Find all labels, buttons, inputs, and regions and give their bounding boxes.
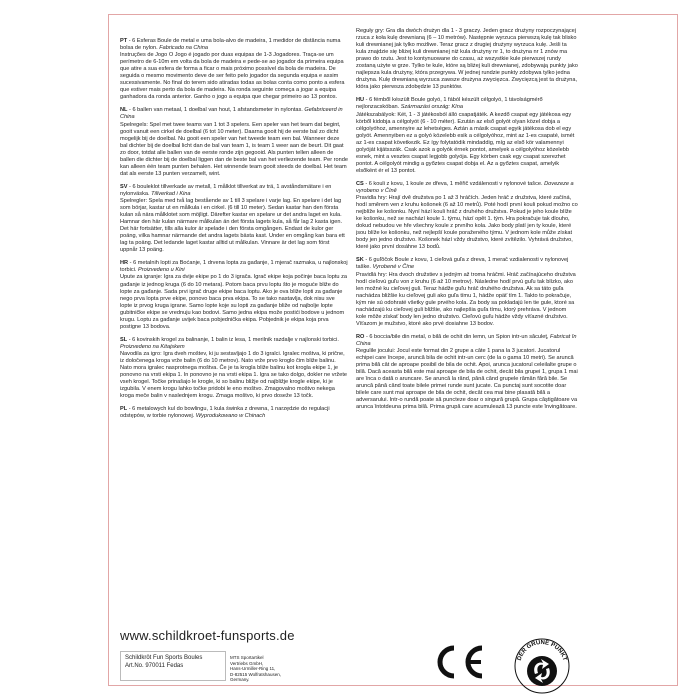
language-code: SV (120, 183, 128, 190)
contents-text: - 6 Esferas Boule de metal e uma bola-alvo de madeira, 1 medidor de distância numa bolsa de nylon. (120, 38, 341, 52)
address-line: D-82515 Wolfratshausen, (230, 671, 281, 677)
contents-text: - 6 kouli z kovu, 1 koule ze dřeva, 1 měřič vzdálenosti v nylonové tašce. (363, 180, 545, 187)
section-heading (356, 97, 578, 111)
contents-text: - 6 bouleklot tillverkade av metall, 1 målklot tillverkat av trä, 1 avståndsmätare i en nylonväska. (120, 183, 332, 197)
contents-text: - 6 fémből készült Boule golyó, 1 fából készült célgolyó, 1 távolságmérő nejlonzacskóban. (356, 97, 543, 111)
address-line: Hans-Urmiller-Ring 11, (230, 666, 276, 672)
origin-text: Vyrobené v Číne (372, 264, 415, 271)
origin-text: Származási ország: Kína (400, 104, 463, 111)
address-line: Germany. (230, 677, 250, 683)
instruction-section (356, 181, 578, 251)
ce-mark-icon (432, 642, 488, 682)
origin-text: Proizvedeno u Kini (138, 267, 185, 274)
rules-text: Pravidlá hry: Hra dvoch družstiev s jedným až troma hráčmi. Hráč začínajúceho družstva hodí cieľovú guľu von z kruhu (6 až 10 metrov). Následne hodí prvú guľu tak blízko, ako len možné ku cieľovej guli. Teraz hádže guľu hráč druhého družstva. Ak sa táto guľa nachádza bližšie ku cieľovej guli ako guľa tímu 1, hádže opäť tím 1. Takto to pokračuje, kým nie sú odohraté všetky gule prvého kola. Za body sa pokladajú len tie gule, ktoré sa nachádzajú ku cieľovej guli bližšie, ako najlepšia guľa tímu, ktorý prehráva. V jednom kole môže získať body len jedno družstvo. Cieľovú guľu hádže vždy víťazné družstvo. Víťazom je mužstvo, ktoré ako prvé dosiahne 13 bodov. (356, 271, 576, 327)
rules-text: Regulile jocului: Jocul este format din 2 grupe a câte 1 pana la 3 jucatori. Jucatorul echipei care începe, aruncă bila de ochit intr-un cerc (de la o gama 10 metri). Se aruncă prima bilă cât de aproape posibil de bila de ochit. Apoi, arunca jucatorul celeilalte grupe o bilă. Dacă aceasta bilă este mai aproape de bila de ochit, decât bila grupei 1, grupa 1 mai are înca o dată o aruncare. Se aruncă la rând, până când grupele rămân fără bile. Se aruncă până când toate bilele primei runde sunt jucate. Ca punctaj sunt socotite doar bilele care sunt mai aproape de bila de ochit, decât cea mai bine plasată bilă a adversarului. Intr-o rundă poate să puncteze doar o singură grupă. Grupa câştigătoare va arunca întotdeuna prima bilă. Prima grupă care acumulează 13 puncte este învingătoare. (356, 347, 578, 411)
language-code: SK (356, 257, 364, 264)
language-code: RO (356, 333, 365, 340)
right-column (356, 28, 578, 584)
section-heading (356, 334, 578, 348)
green-dot-icon (512, 636, 572, 696)
instruction-section (356, 257, 578, 327)
section-heading (120, 38, 348, 52)
product-label-box (120, 651, 226, 681)
language-code: NL (120, 107, 128, 114)
language-code: SL (120, 336, 128, 343)
contents-text: - 6 ballen van metaal, 1 doelbal van hout, 1 afstandsmeter in nylontas. (127, 107, 305, 114)
instruction-section (120, 337, 348, 400)
rules-text: Spelregler: Spela med två lag bestående av 1 till 3 spelare i varje lag. En spelare i det lag som börjar, kastar ut en målkula i en cirkel. (6 till 10 meter). Sedan kastar han den första kulan så nära målklotet som möjligt. Därefter kastar en spelare ur det andra laget en kula. Hamnar den här kulan närmare målkulan än det första lagets kula, så får lag 2 kasta igen. Det här fortsätter, tills alla kulor är spelade i den första omgången. Endast de kulor ger poäng, vilka hamnar närmande det andra lagets bästa kast. Under en omgång kan bara ett lag ta poäng. Det ledande laget kastar alltid ut målkulan. Vinnare är det lag som först uppnår 13 poäng. (120, 197, 345, 254)
rules-text: Reguły gry: Gra dla dwóch drużyn dla 1 - 3 graczy. Jeden gracz drużyny rozpoczynającej rzuca z koła kulę drewnianą (6 – 10 metrów). Następnie wyrzuca pierwszą kulę tak blisko kuli drewnianej jak tylko możliwe. Teraz gracz z drugiej drużyny wyrzuca kulę. Jeśli ta kula znajdzie się bliżej kuli drewnianej niż kula drużyny nr 1, to drużyna nr 1 znów ma prawo do rzutu. Jest to kontynuowane do czasu, aż wszystkie kule pierwszej rundy zostaną użyte w grze. Tylko te kule, które są bliżej kuli drewnianej, zdobywają punkty jako najlepsza kula drużyny, która przegrywa. W jednej rundzie punkty zdobywa tylko jedna drużyna. Kulę drewnianą wyrzuca zawsze drużyna zwycięzca. Zwycięzcą jest ta drużyna, która jako pierwsza zdobędzie 13 punktów. (356, 28, 578, 91)
rules-text: Játékszabályok: Két, 1 - 3 játékosból álló csapatjáték. A kezdő csapat egy játékosa egy körből kidobja a célgolyót (6 - 10 méter). Ezután az első golyót olyan közel dobja a célgolyóhoz, amennyire az lehetséges. Aztán a másik csapat egyik játékosa dob el egy golyót. Amennyiben ez a golyó közelebb esik a célgolyóhoz, mint az 1-es csapaté, ismét az 1-es csapat következik. Ez így folytatódik mindaddig, míg az első kör valamennyi golyóját kijátsszák. Csak azok a golyók érnek pontot, amelyek a célgolyóhoz közelebb esnek, mint a vesztes csapat legjobb golyója. Egy körben csak egy csapat szerezhet pontot. A célgolyót mindig a győztes csapat dobja el. Az a győztes csapat, amelyik elsőként ér el 13 pontot. (356, 111, 575, 174)
contents-text: - 6 guľôčok Boule z kovu, 1 cieľová guľa z dreva, 1 merač vzdialenosti v nylonovej taške. (356, 257, 569, 271)
address-line: MTS Sportartikel (230, 655, 264, 660)
origin-text: Tillverkad i Kina (151, 190, 191, 197)
rules-text: Pravidla hry: Hrají dvě družstva po 1 až 3 hráčích. Jeden hráč z družstva, které začíná, hodí směrem ven z kruhu košonek (6 až 10 metrů). Poté hodí první kouli pokud možno co nejblíže ke košonku. Nyní hází kouli hráč z druhého družstva. Pokud je jeho koule blíže ke košonku, než se nachází koule 1. týmu, hází opět 1. tým. Hra pokračuje tak dlouho, dokud nebudou ve hře všechny koule z prvního kola. Jako body platí jen ty koule, které jsou blíže ke košonku, než nejlepší koule poraženého týmu. V jednom kole může získat body jen jedno družstvo. Košonek hází vždy družstvo, které zvítězilo. Vyhrává družstvo, které jako první dosáhne 13 bodů. (356, 195, 578, 251)
instruction-section (356, 28, 578, 91)
section-heading (120, 337, 348, 351)
language-code: PL (120, 406, 128, 413)
origin-text: Dovezeze a vyrobeno v Číně (356, 180, 574, 194)
svg-text:DER GRÜNE PUNKT: DER GRÜNE PUNKT (516, 639, 568, 662)
instruction-section (120, 260, 348, 330)
language-code: HU (356, 97, 365, 104)
rules-text: Upute za igranje: Igra za dvije ekipe po 1 do 3 igrača. Igrač ekipe koja počinje baca loptu za gađanje iz jednog kruga (6 do 10 metara). Potom baca prvu loptu što je moguće bliže do lopte za gađanje. Sada prvi igrač druge ekipe baca loptu. Ako je ova bliže lopti za gađanje nego prva lopta prve ekipe, ponovo baca prva ekipa. To se tako nastavlja, dok nisu sve lopte iz prvog kruga igrane. Samo lopte koje su lopti za gađanje bliže od najbolje lopte gubitničke ekipe se vrednuju kao bodovi. Samo jedna ekipa može postići bodove u jednom krugu. Loptu za gađanje uvijek baca pobjednička ekipa. Pobjednik je ekipa koja prva postigne 13 bodova. (120, 274, 347, 330)
instruction-section (120, 184, 348, 254)
contents-text: - 6 boccia/bile din metal, o bilă de ochit din lemn, un Spion intr-un săculeţ, (364, 333, 551, 340)
section-heading (120, 260, 348, 274)
language-code: CS (356, 180, 364, 187)
origin-text: Wyprodukowano w Chinach (195, 413, 266, 420)
instruction-section (120, 107, 348, 177)
origin-text: Proizvedeno na Kitajskem (120, 343, 185, 350)
section-heading (120, 107, 348, 121)
instruction-section (356, 97, 578, 175)
origin-text: Gefabriceerd in China (120, 107, 343, 121)
origin-text: Fabricado na China (159, 45, 209, 52)
language-code: HR (120, 260, 129, 267)
section-heading (120, 406, 348, 420)
article-number: Art.No. 970011 Fedas (125, 663, 184, 669)
contents-text: - 6 metalnih lopti za Boćanje, 1 drvena lopta za gađanje, 1 mjerač razmaka, u najlonskoj torbici. (120, 260, 348, 274)
manufacturer-address (230, 655, 340, 683)
section-heading (120, 184, 348, 198)
language-code: PT (120, 38, 128, 44)
instruction-section (356, 334, 578, 412)
address-line: Vertriebs GmbH, (230, 660, 264, 666)
website-url[interactable]: www.schildkroet-funsports.de (120, 628, 295, 643)
origin-text: Fabricat în China (356, 333, 577, 347)
rules-text: Spelregels: Spel met twee teams van 1 tot 3 spelers. Een speler van het team dat begint, gooit vanuit een cirkel de doelbal (6 tot 10 meter). Daarna gooit hij de eerste bal zo dicht mogelijk bij de doelbal. Nu gooit een speler van het tweede team een bal. Wanneer deze bal dichter bij de doelbal licht dan de bal van team 1, is team 1 weer aan de beurt. Dit gaat zo door, totdat alle ballen van de eerste ronde zijn gegooid. Als punten tellen alleen de ballen die dichter bij de doelbal liggen dan de beste bal van het verliezende team. Per ronde kan alleen één team punten behalen. Het winnende team gooit steeds de doelbal. Het team dat als eerste 13 punten verzamelt, wint. (120, 121, 348, 177)
rules-text: Instruções de Jogo O Jogo é jogado por duas equipas de 1-3 Jogadores. Traça-se um perímetro de 6-10m em volta da bola de madeira e pede-se ao jogador da primeira equipa que atire a sua esfera de forma a ficar o mais próximo possível da bola de madeira. De seguida o mesmo movimento deve de ser feito pelo jogador da segunda equipa e assim sucessivamente. No final do terem sido atiradas todas as bolas conta como ponto a esfera que estiver mais perto da bola de madeira. Na ronda seguinte começa a jogar a equipa ganhadora da ronda anterior. Ganho o jogo a equipa que chegar primeiro ao 13 pontos. (120, 52, 345, 101)
section-heading (356, 257, 578, 271)
left-column (120, 38, 348, 590)
product-name: Schildkröt Fun Sports Boules (125, 655, 203, 661)
rules-text: Navodila za igro: Igra dveh moštev, ki ju sestavljajo 1 do 3 igralci. Igralec moštva, ki prične, iz določenega kroga vrže balin (6 do 10 metrov). Nato vrže prvo kroglo čim bliže balinu. Nato mora igralec nasprotnega moštva. Če je ta krogla bliže balinu kot krogla ekipe 1, je ponovno na vrsti ekipa 1. In ponovno je na vrsti ekipa 1. Igra se tako dolgo, dokler ne vržete vseh krogel. Točke prinašajo le krogle, ki so balinu bližje od najbližje krogle ekipe, ki je izgubila. V enem krogu lahko točke pridobi le eno moštvo. Zmagovalno moštvo nekega kroga meče balin v naslednjem krogu. Zmaga moštvo, ki prvo doseže 13 točk. (120, 350, 347, 400)
contents-text: - 6 kovinskih krogel za balinanje, 1 balin iz lesa, 1 merilnik razdalje v najlonski torbici. (127, 336, 339, 343)
contents-text: - 6 metalowych kul do bowlingu, 1 kula świnka z drewna, 1 narzędzie do regulacji odstępów, w torbie nylonowej. (120, 406, 330, 420)
instruction-section (120, 38, 348, 101)
section-heading (356, 181, 578, 195)
instruction-section (120, 406, 348, 420)
